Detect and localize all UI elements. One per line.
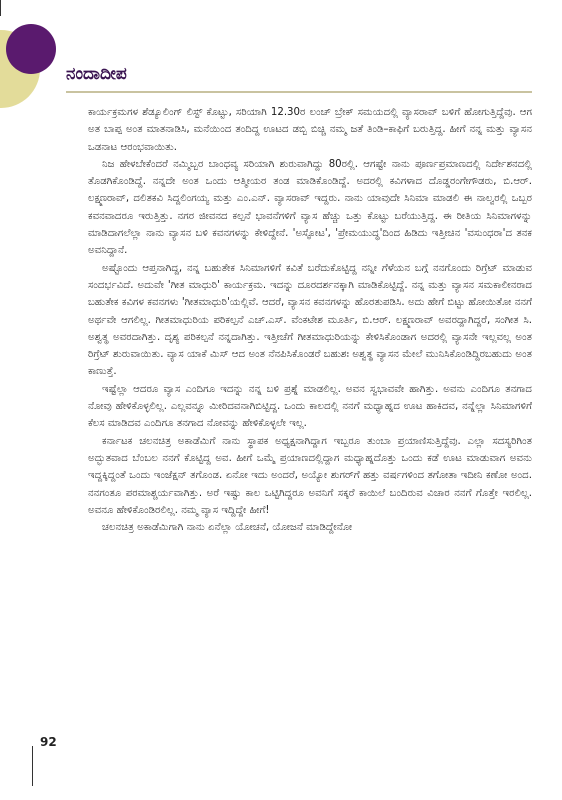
- crop-mark-top: [0, 0, 1, 16]
- body-text: [88, 104, 532, 536]
- section-title: ನಂದಾದೀಪ: [66, 64, 127, 84]
- title-underline: [66, 91, 532, 93]
- paragraph: ಕಾರ್ಯಕ್ರಮಗಳ ಶೆಡ್ಯೂಲಿಂಗ್ ಲಿಸ್ಟ್ ಕೊಟ್ಟು, ಸರಿಯಾಗಿ 12.30ರ ಲಂಚ್ ಬ್ರೇಕ್ ಸಮಯದಲ್ಲಿ ವ್ಯಾಸರಾವ್ ಬಳಿಗೆ ಹೋಗುತ್ತಿದ್ದೆವು. ಆಗ ಅತ ಬಾಪ್ಪ ಅಂತ ಮಾತನಾಡಿಸಿ, ಮನೆಯಿಂದ ತಂದಿದ್ದ ಊಟದ ಡಬ್ಬಿ ಬಿಚ್ಚಿ ನಮ್ಮ ಜತೆ ತಿಂಡಿ–ಕಾಫಿಗೆ ಬರುತ್ತಿದ್ದ. ಹೀಗೆ ನನ್ನ ಮತ್ತು ವ್ಯಾಸನ ಒಡನಾಟ ಆರಂಭವಾಯಿತು.: [88, 107, 532, 153]
- paragraph: ನಿಜ ಹೇಳಬೇಕೆಂದರೆ ನಮ್ಮಿಬ್ಬರ ಬಾಂಧವ್ಯ ಸರಿಯಾಗಿ ಶುರುವಾಗಿದ್ದು 80ರಲ್ಲಿ. ಆಗಷ್ಟೇ ನಾನು ಪೂರ್ಣಪ್ರಮಾಣದಲ್ಲಿ ನಿರ್ದೇಶನದಲ್ಲಿ ತೊಡಗಿಕೊಂಡಿದ್ದೆ. ನನ್ನದೇ ಅಂತ ಒಂದು ಆತ್ಮೀಯರ ತಂಡ ಮಾಡಿಕೊಂಡಿದ್ದೆ. ಅದರಲ್ಲಿ ಕವಿಗಳಾದ ದೊಡ್ಡರಂಗೇಗೌಡರು, ಬಿ.ಆರ್. ಲಕ್ಷ್ಮಣರಾವ್, ದಲಿತಕವಿ ಸಿದ್ದಲಿಂಗಯ್ಯ ಮತ್ತು ಎಂ.ಎನ್. ವ್ಯಾಸರಾವ್ ಇದ್ದರು. ನಾನು ಯಾವುದೇ ಸಿನಿಮಾ ಮಾಡಲಿ ಈ ನಾಲ್ವರಲ್ಲಿ ಒಬ್ಬರ ಕವನವಾದರೂ ಇರುತ್ತಿತ್ತು. ನಗರ ಜೀವನದ ಕಲ್ಪನೆ ಭಾವನೆಗಳಿಗೆ ವ್ಯಾಸ ಹೆಚ್ಚು ಒತ್ತು ಕೊಟ್ಟು ಬರೆಯುತ್ತಿದ್ದ. ಈ ರೀತಿಯ ಸಿನಿಮಾಗಳನ್ನು ಮಾಡಿದಾಗಲೆಲ್ಲಾ ನಾನು ವ್ಯಾಸನ ಬಳಿ ಕವನಗಳನ್ನು ಕೇಳಿದ್ದೇನೆ. 'ಅಸ್ಫೋಟ', 'ಪ್ರೇಮಯುದ್ಧ'ದಿಂದ ಹಿಡಿದು ಇತ್ತೀಚಿನ 'ವಸುಂಧರಾ'ದ ತನಕ ಅವನಿದ್ದಾನೆ.: [88, 158, 532, 257]
- paragraph: ಕರ್ನಾಟಕ ಚಲನಚಿತ್ರ ಅಕಾಡೆಮಿಗೆ ನಾನು ಸ್ಥಾಪಕ ಅಧ್ಯಕ್ಷನಾಗಿದ್ದಾಗ ಇಬ್ಬರೂ ತುಂಬಾ ಪ್ರಯಾಣಿಸುತ್ತಿದ್ದೆವು. ಎಲ್ಲಾ ಸದಸ್ಯರಿಗಿಂತ ಅದ್ಭುತವಾದ ಬೆಂಬಲ ನನಗೆ ಕೊಟ್ಟಿದ್ದ ಅವ. ಹೀಗೆ ಒಮ್ಮೆ ಪ್ರಯಾಣದಲ್ಲಿದ್ದಾಗ ಮಧ್ಯಾಹ್ನದೊತ್ತು ಒಂದು ಕಡೆ ಊಟ ಮಾಡುವಾಗ ಅವನು ಇದ್ದಕ್ಕಿದ್ದಂತೆ ಒಂದು ಇಂಜೆಕ್ಷನ್ ತಗೊಂಡ. ಏನೋ ಇದು ಅಂದರೆ, ಅಯ್ಯೋ ಶುಗರ್‌ಗೆ ಹತ್ತು ವರ್ಷಗಳಿಂದ ತಗೋತಾ ಇದೀನಿ ಕಣೋ ಅಂದ. ನನಗಂತೂ ಪರಮಾಶ್ಚರ್ಯವಾಗಿತ್ತು. ಅರೆ ಇಷ್ಟು ಕಾಲ ಒಟ್ಟಿಗಿದ್ದರೂ ಅವನಿಗೆ ಸಕ್ಕರೆ ಕಾಯಿಲೆ ಬಂದಿರುವ ವಿಚಾರ ನನಗೆ ಗೊತ್ತೇ ಇರಲಿಲ್ಲ. ಅವನೂ ಹೇಳಿಕೊಂಡಿರಲಿಲ್ಲ. ನಮ್ಮ ವ್ಯಾಸ ಇದ್ದಿದ್ದೇ ಹೀಗೆ!: [88, 435, 532, 516]
- paragraph: ಅಷ್ಟೊಂದು ಆಪ್ತನಾಗಿದ್ದ, ನನ್ನ ಬಹುತೇಕ ಸಿನಿಮಾಗಳಿಗೆ ಕವಿತೆ ಬರೆದುಕೊಟ್ಟಿದ್ದ ನನ್ನೀ ಗೆಳೆಯನ ಬಗ್ಗೆ ನನಗೊಂದು ರಿಗ್ರೆಟ್ ಮಾಡುವ ಸಂದರ್ಭವಿದೆ. ಅದುವೇ 'ಗೀತ ಮಾಧುರಿ' ಕಾರ್ಯಕ್ರಮ. ಇದನ್ನು ದೂರದರ್ಶನಕ್ಕಾಗಿ ಮಾಡಿಕೊಟ್ಟಿದ್ದೆ. ನನ್ನ ಮತ್ತು ವ್ಯಾಸನ ಸಮಕಾಲೀನರಾದ ಬಹುತೇಕ ಕವಿಗಳ ಕವನಗಳು 'ಗೀತಮಾಧುರಿ'ಯಲ್ಲಿವೆ. ಆದರೆ, ವ್ಯಾಸನ ಕವನಗಳನ್ನು ಹೊರತುಪಡಿಸಿ. ಅದು ಹೇಗೆ ಬಿಟ್ಟು ಹೋಯಿತೋ ನನಗೆ ಅರ್ಥವೇ ಆಗಲಿಲ್ಲ. ಗೀತಮಾಧುರಿಯ ಪರಿಕಲ್ಪನೆ ಎಚ್.ಎಸ್. ವೆಂಕಟೇಶ ಮೂರ್ತಿ, ಬಿ.ಆರ್. ಲಕ್ಷ್ಮಣರಾವ್ ಅವರದ್ದಾಗಿದ್ದರೆ, ಸಂಗೀತ ಸಿ. ಅಶ್ವತ್ಥ ಅವರದಾಗಿತ್ತು. ದೃಶ್ಯ ಪರಿಕಲ್ಪನೆ ನನ್ನದಾಗಿತ್ತು. ಇತ್ತೀಚೆಗೆ ಗೀತಮಾಧುರಿಯನ್ನು ಕೇಳಿಸಿಕೊಂಡಾಗ ಅದರಲ್ಲಿ ವ್ಯಾಸನೇ ಇಲ್ಲವಲ್ಲ ಅಂತ ರಿಗ್ರೆಟ್ ಶುರುವಾಯಿತು. ವ್ಯಾಸ ಯಾಕೆ ಮಿಸ್ ಆದ ಅಂತ ನೆನಪಿಸಿಕೊಂಡರೆ ಬಹುಶಃ ಅಶ್ವತ್ಥ ವ್ಯಾಸನ ಮೇಲೆ ಮುನಿಸಿಕೊಂಡಿದ್ದಿರಬಹುದು ಅಂತ ಕಾಣುತ್ತೆ.: [88, 262, 532, 378]
- page-number: 92: [40, 735, 57, 749]
- crop-mark-bottom: [32, 746, 33, 786]
- paragraph: ಚಲನಚಿತ್ರ ಅಕಾಡೆಮಿಗಾಗಿ ನಾನು ಏನೆಲ್ಲಾ ಯೋಚನೆ, ಯೋಜನೆ ಮಾಡಿದ್ದೇನೋ: [102, 522, 353, 534]
- paragraph: ಇಷ್ಟೆಲ್ಲಾ ಆದರೂ ವ್ಯಾಸ ಎಂದಿಗೂ ಇದನ್ನು ನನ್ನ ಬಳಿ ಪ್ರಶ್ನೆ ಮಾಡಲಿಲ್ಲ. ಅವನ ಸ್ವಭಾವವೇ ಹಾಗಿತ್ತು. ಅವನು ಎಂದಿಗೂ ತನಗಾದ ನೋವು ಹೇಳಿಕೊಳ್ಳಲಿಲ್ಲ. ಎಲ್ಲವನ್ನೂ ಮೀರಿದವನಾಗಿಬಿಟ್ಟಿದ್ದ. ಒಂದು ಕಾಲದಲ್ಲಿ ನನಗೆ ಮಧ್ಯಾಹ್ನದ ಊಟ ಹಾಕಿದವ, ನನ್ನೆಲ್ಲಾ ಸಿನಿಮಾಗಳಿಗೆ ಕೆಲಸ ಮಾಡಿದವ ಎಂದಿಗೂ ತನಗಾದ ನೋವನ್ನು ಹೇಳಿಕೊಳ್ಳಲೇ ಇಲ್ಲ.: [88, 383, 532, 430]
- decorative-purple-circle: [6, 24, 56, 74]
